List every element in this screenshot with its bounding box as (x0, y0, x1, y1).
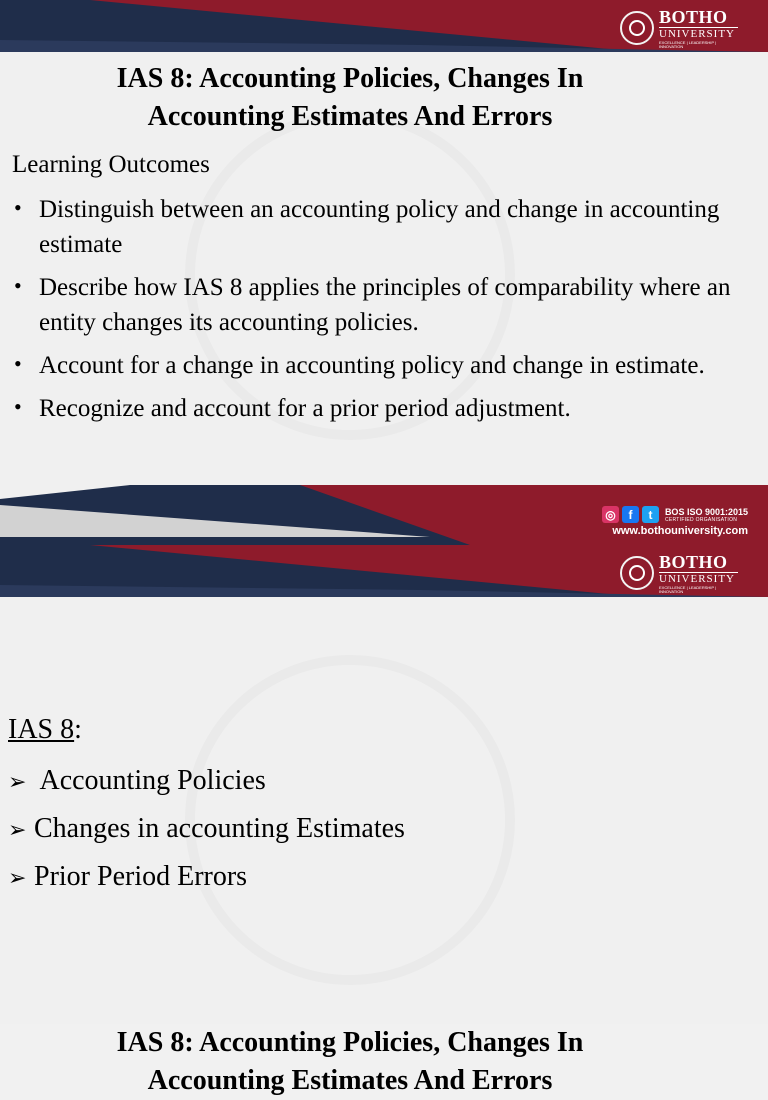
logo-tagline: EXCELLENCE | LEADERSHIP | INNOVATION (659, 584, 717, 594)
list-item: • Describe how IAS 8 applies the principles of comparability where an entity changes its accounting policies. (14, 270, 754, 340)
learning-outcomes-heading: Learning Outcomes (12, 151, 210, 178)
arrow-bullet-icon: ➢ (8, 818, 27, 843)
title-line-2: Accounting Estimates And Errors (147, 1065, 553, 1096)
facebook-icon[interactable]: f (622, 506, 639, 523)
slide-1 (0, 0, 768, 545)
list-item: • Distinguish between an accounting policy and change in accounting estimate (14, 192, 754, 262)
logo-sub: UNIVERSITY (659, 572, 738, 585)
twitter-icon[interactable]: t (642, 506, 659, 523)
list-item (8, 758, 405, 806)
arrow-bullet-icon: ➢ (8, 866, 27, 891)
arrow-bullet-icon: ➢ (8, 770, 27, 795)
botho-logo (620, 551, 738, 594)
title-line-1: IAS 8: Accounting Policies, Changes In (116, 1027, 584, 1058)
topic-prior-period-errors: Prior Period Errors (34, 861, 248, 892)
seal-icon (620, 11, 654, 45)
instagram-icon[interactable]: ◎ (602, 506, 619, 523)
ias-8-label (8, 714, 82, 746)
topic-changes-in-estimates: Changes in accounting Estimates (34, 813, 405, 844)
slide-2-title (0, 1024, 700, 1100)
ias-8-text: IAS 8 (8, 714, 75, 745)
cert-label: CERTIFIED ORGANISATION (664, 516, 738, 523)
ias-8-topics-list (8, 758, 405, 902)
list-item: • Account for a change in accounting policy and change in estimate. (14, 348, 754, 383)
iso-badge: BOS ISO 9001:2015 (664, 506, 748, 517)
website-link[interactable]: www.bothouniversity.com (612, 525, 748, 537)
title-line-1: IAS 8: Accounting Policies, Changes In (116, 63, 584, 94)
seal-icon (620, 556, 654, 590)
list-item (8, 854, 405, 902)
list-item (8, 806, 405, 854)
social-links (602, 506, 748, 523)
logo-sub: UNIVERSITY (659, 27, 738, 40)
logo-name: BOTHO (659, 551, 728, 572)
list-item: • Recognize and account for a prior period adjustment. (14, 391, 754, 426)
botho-logo (620, 6, 738, 49)
ias-8-colon: : (74, 714, 82, 745)
topic-accounting-policies: Accounting Policies (39, 765, 266, 796)
title-line-2: Accounting Estimates And Errors (147, 101, 553, 132)
logo-name: BOTHO (659, 6, 728, 27)
learning-outcomes-list (14, 192, 754, 434)
logo-tagline: EXCELLENCE | LEADERSHIP | INNOVATION (659, 39, 717, 49)
slide-title (0, 60, 700, 136)
